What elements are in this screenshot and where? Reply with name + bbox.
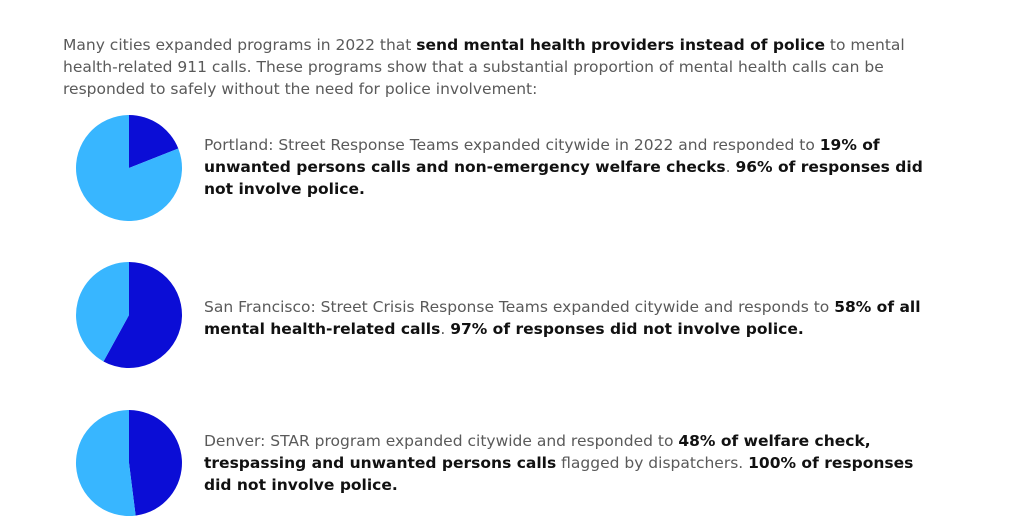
intro-text-1: Many cities expanded programs in 2022 that bbox=[63, 35, 417, 54]
desc-text-2: . bbox=[725, 158, 736, 176]
pie-chart-portland bbox=[75, 114, 183, 222]
desc-text-2: flagged by dispatchers. bbox=[556, 454, 749, 472]
desc-bold-1: 48% of welfare check, trespassing and unwanted persons calls bbox=[204, 432, 871, 472]
intro-bold-1: send mental health providers instead of police bbox=[416, 35, 825, 54]
intro-paragraph bbox=[63, 34, 963, 100]
city-description-denver bbox=[204, 430, 944, 496]
desc-bold-1: 19% of unwanted persons calls and non-emergency welfare checks bbox=[204, 136, 880, 176]
pie-chart-denver bbox=[75, 409, 183, 517]
desc-text-1: San Francisco: Street Crisis Response Teams expanded citywide and responds to bbox=[204, 298, 835, 316]
city-description-san-francisco bbox=[204, 296, 944, 340]
desc-bold-2: 96% of responses did not involve police. bbox=[204, 158, 923, 198]
intro-text-2: to mental health-related 911 calls. These programs show that a substantial proportion of mental health calls can be responded to safely without the need for police involvement: bbox=[63, 35, 905, 98]
pie-slice-primary bbox=[129, 410, 182, 516]
pie-chart-san-francisco bbox=[75, 261, 183, 369]
desc-bold-2: 97% of responses did not involve police. bbox=[450, 320, 804, 338]
city-description-portland bbox=[204, 134, 944, 200]
desc-bold-1: 58% of all mental health-related calls bbox=[204, 298, 921, 338]
desc-text-1: Denver: STAR program expanded citywide and responded to bbox=[204, 432, 679, 450]
pie-slice-remainder bbox=[76, 410, 136, 516]
desc-bold-2: 100% of responses did not involve police. bbox=[204, 454, 914, 494]
desc-text-1: Portland: Street Response Teams expanded citywide in 2022 and responded to bbox=[204, 136, 820, 154]
desc-text-2: . bbox=[440, 320, 451, 338]
